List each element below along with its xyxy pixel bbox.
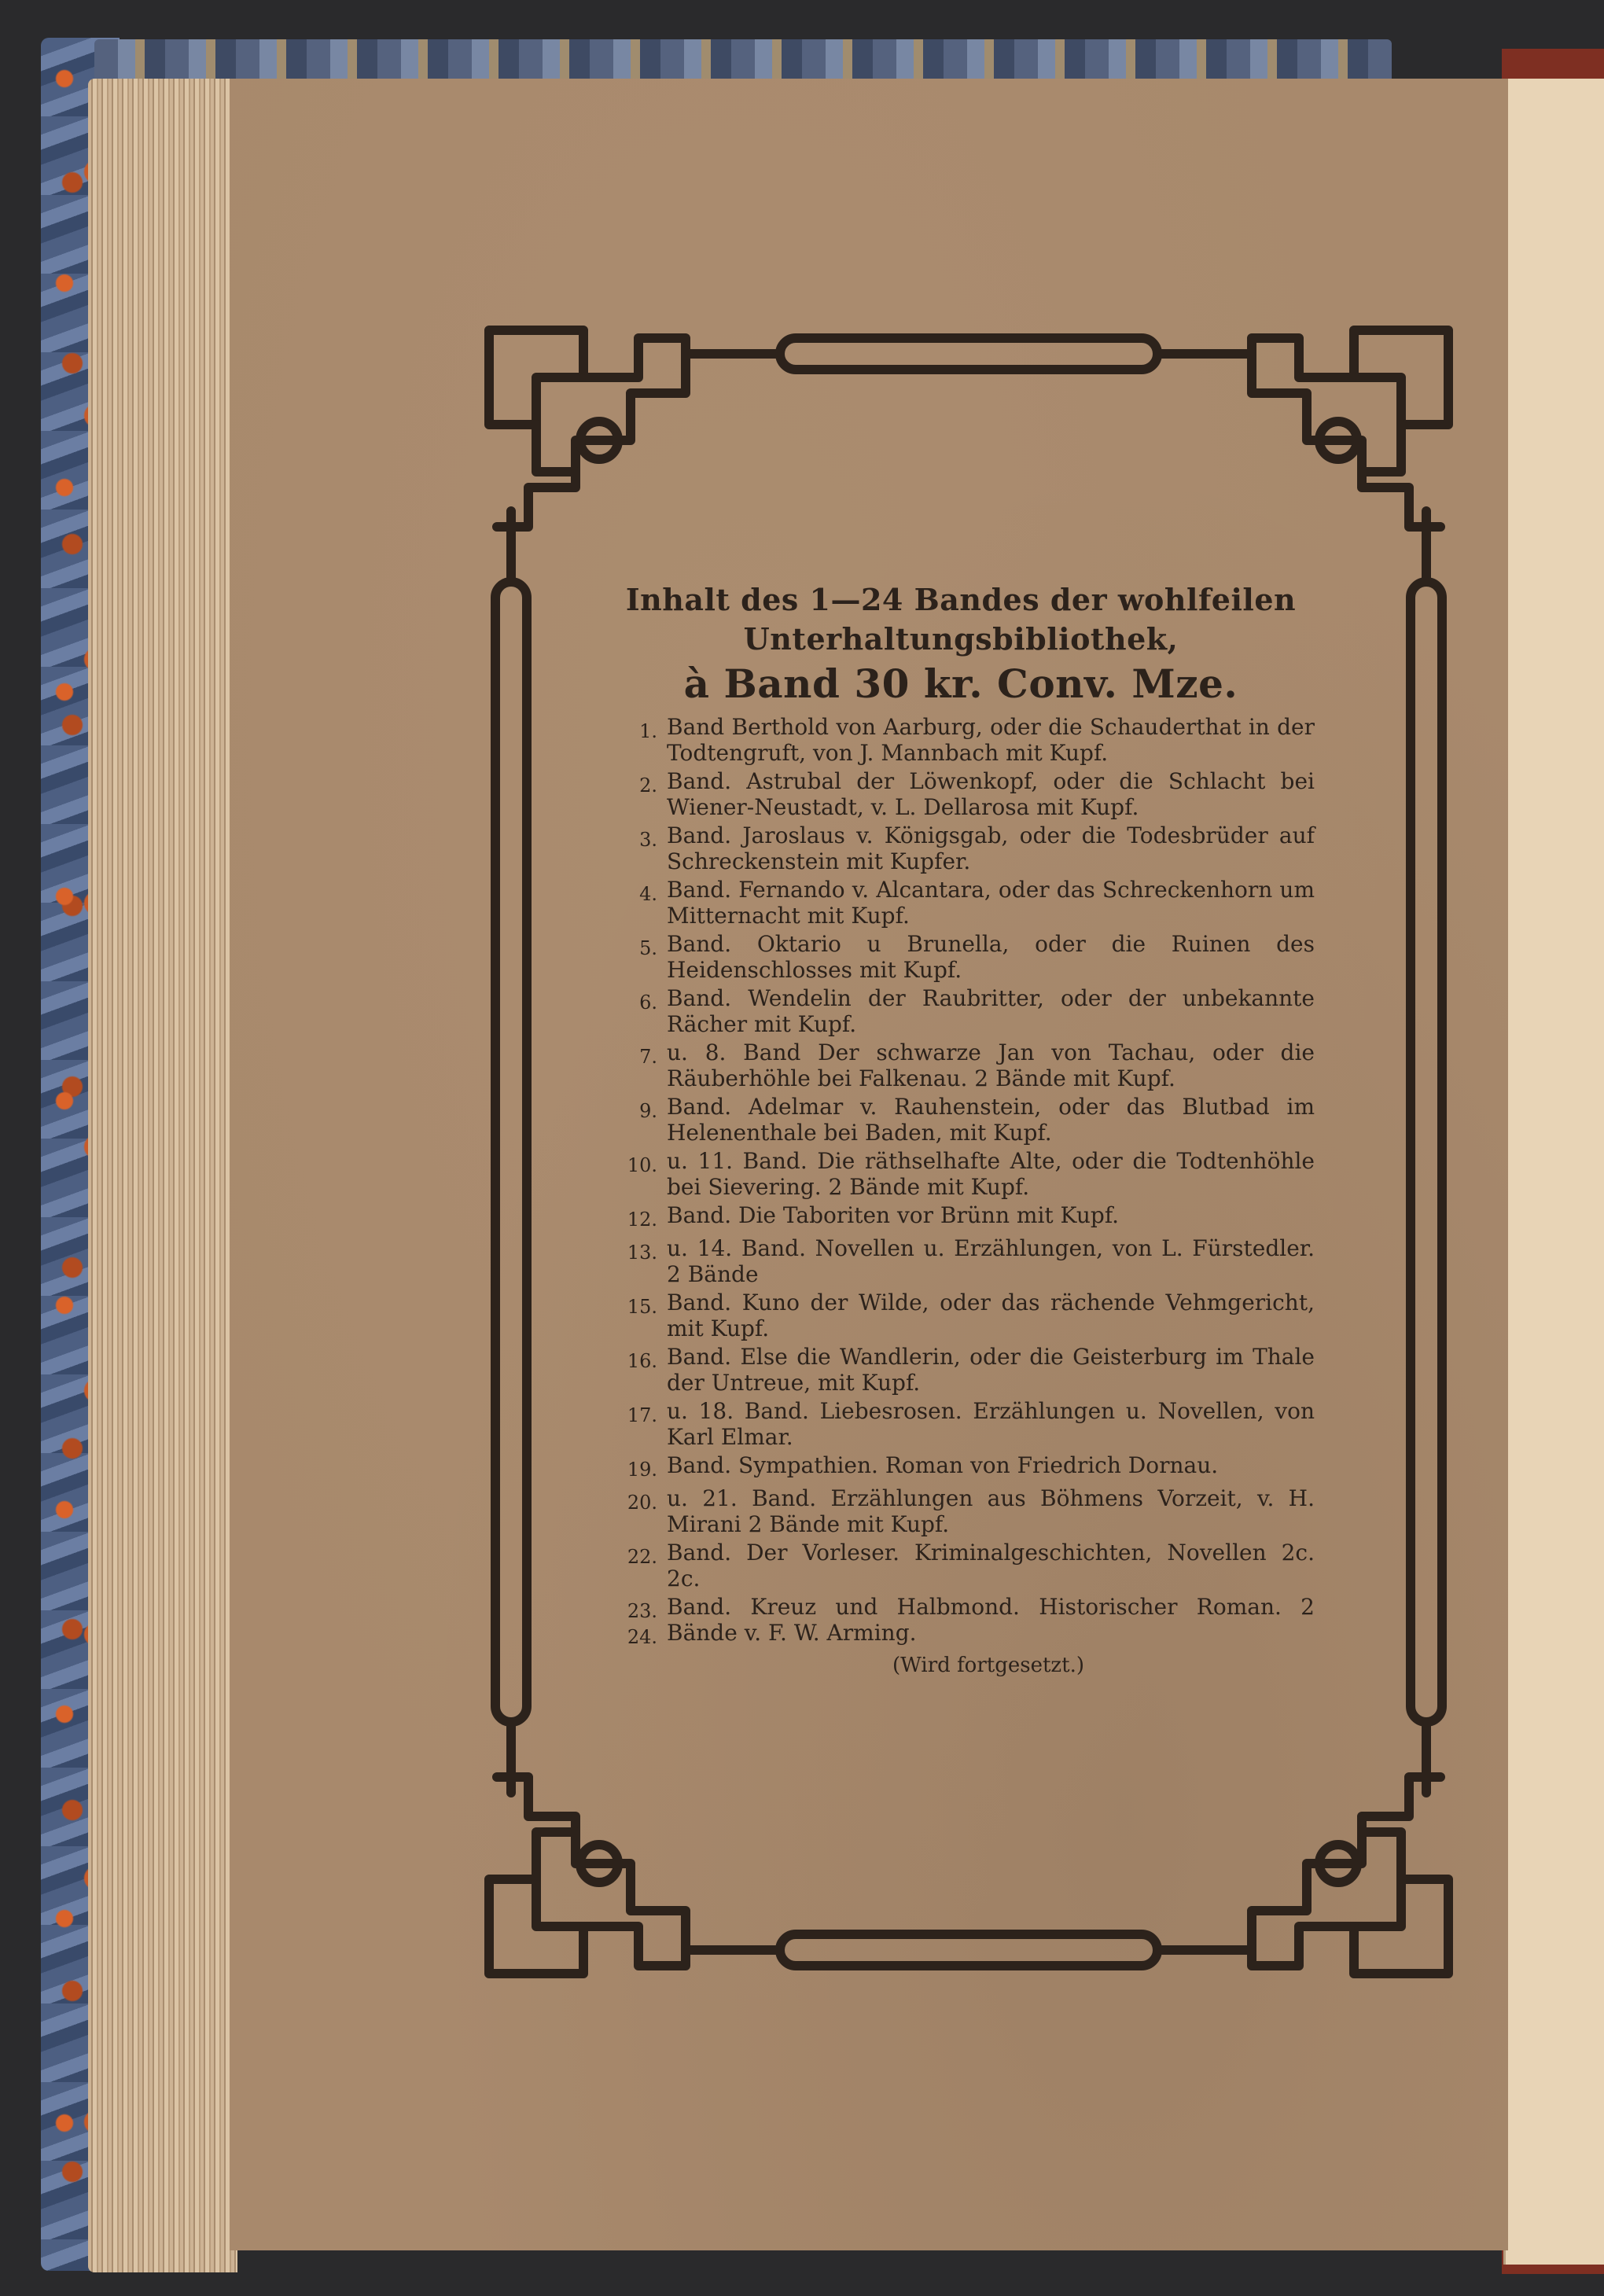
entry-text: Band. Astrubal der Löwenkopf, oder die Schlacht bei Wiener-Neustadt, v. L. Dellarosa mit Kupf. [667, 768, 1315, 820]
entry-number: 4. [639, 883, 657, 905]
catalog-entry [607, 1452, 1315, 1483]
entry-number: 19. [627, 1459, 657, 1481]
catalog-entry [607, 931, 1315, 983]
entry-text: Band. Oktario u Brunella, oder die Ruinen des Heidenschlosses mit Kupf. [667, 931, 1315, 983]
entry-text: Band. Die Taboriten vor Brünn mit Kupf. [667, 1202, 1120, 1228]
heading-line-2: Unterhaltungsbibliothek, [743, 621, 1179, 657]
catalog-entry [607, 1202, 1315, 1233]
entry-text: u. 18. Band. Liebesrosen. Erzählungen u. Novellen, von Karl Elmar. [667, 1398, 1315, 1450]
right-facing-page [1503, 79, 1604, 2265]
entry-text: Band. Fernando v. Alcantara, oder das Schreckenhorn um Mitternacht mit Kupf. [667, 877, 1315, 929]
entry-number: 15. [627, 1296, 657, 1318]
catalog-entry [607, 1540, 1315, 1591]
entry-text: u. 21. Band. Erzählungen aus Böhmens Vorzeit, v. H. Mirani 2 Bände mit Kupf. [667, 1485, 1315, 1537]
catalog-entry [607, 768, 1315, 820]
entry-text: u. 8. Band Der schwarze Jan von Tachau, oder die Räuberhöhle bei Falkenau. 2 Bände mit Kupf. [667, 1039, 1315, 1091]
entry-text: Band. Der Vorleser. Kriminalgeschichten, Novellen 2c. 2c. [667, 1540, 1315, 1591]
entry-number: 17. [627, 1404, 657, 1426]
entry-text: Band. Kreuz und Halbmond. Historischer Roman. 2 Bände v. F. W. Arming. [667, 1594, 1315, 1646]
catalog-entry [607, 1398, 1315, 1450]
catalog-entry [607, 877, 1315, 929]
entry-text: u. 11. Band. Die räthselhafte Alte, oder die Todtenhöhle bei Sievering. 2 Bände mit Kupf. [667, 1148, 1315, 1200]
catalog-entries [607, 714, 1315, 1650]
catalog-entry [607, 1594, 1315, 1650]
catalog-entry [607, 1039, 1315, 1091]
catalog-entry [607, 714, 1315, 766]
entry-number: 3. [639, 829, 657, 851]
entry-number: 10. [627, 1154, 657, 1176]
entry-number: 2. [639, 775, 657, 797]
entry-number: 7. [639, 1046, 657, 1068]
entry-number: 23. 24. [627, 1600, 657, 1648]
catalog-entry [607, 1485, 1315, 1537]
entry-text: Band. Kuno der Wilde, oder das rächende Vehmgericht, mit Kupf. [667, 1290, 1315, 1341]
catalog-entry [607, 1344, 1315, 1396]
entry-text: Band. Sympathien. Roman von Friedrich Dornau. [667, 1452, 1219, 1478]
catalog-text [607, 580, 1315, 1678]
catalog-heading [607, 580, 1315, 709]
entry-number: 6. [639, 992, 657, 1014]
entry-text: Band. Wendelin der Raubritter, oder der unbekannte Rächer mit Kupf. [667, 985, 1315, 1037]
entry-text: u. 14. Band. Novellen u. Erzählungen, von L. Fürstedler. 2 Bände [667, 1235, 1315, 1287]
entry-text: Band Berthold von Aarburg, oder die Schauderthat in der Todtengruft, von J. Mannbach mit Kupf. [667, 714, 1315, 766]
entry-number: 22. [627, 1546, 657, 1568]
entry-number: 12. [627, 1209, 657, 1231]
entry-number: 13. [627, 1242, 657, 1264]
heading-line-3: à Band 30 kr. Conv. Mze. [683, 660, 1238, 707]
catalog-entry [607, 1290, 1315, 1341]
entry-number: 1. [639, 720, 657, 742]
catalog-entry [607, 985, 1315, 1037]
entry-text: Band. Adelmar v. Rauhenstein, oder das Blutbad im Helenenthale bei Baden, mit Kupf. [667, 1094, 1315, 1146]
page-edges [88, 79, 237, 2272]
catalog-entry [607, 1148, 1315, 1200]
catalog-entry [607, 1094, 1315, 1146]
catalog-entry [607, 1235, 1315, 1287]
catalog-footer: (Wird fortgesetzt.) [892, 1654, 1084, 1677]
entry-number: 16. [627, 1350, 657, 1372]
heading-line-1: Inhalt des 1—24 Bandes der wohlfeilen [625, 582, 1297, 617]
entry-number: 5. [639, 937, 657, 959]
entry-number: 9. [639, 1100, 657, 1122]
entry-text: Band. Else die Wandlerin, oder die Geisterburg im Thale der Untreue, mit Kupf. [667, 1344, 1315, 1396]
catalog-entry [607, 822, 1315, 874]
entry-number: 20. [627, 1492, 657, 1514]
entry-text: Band. Jaroslaus v. Königsgab, oder die Todesbrüder auf Schreckenstein mit Kupfer. [667, 822, 1315, 874]
